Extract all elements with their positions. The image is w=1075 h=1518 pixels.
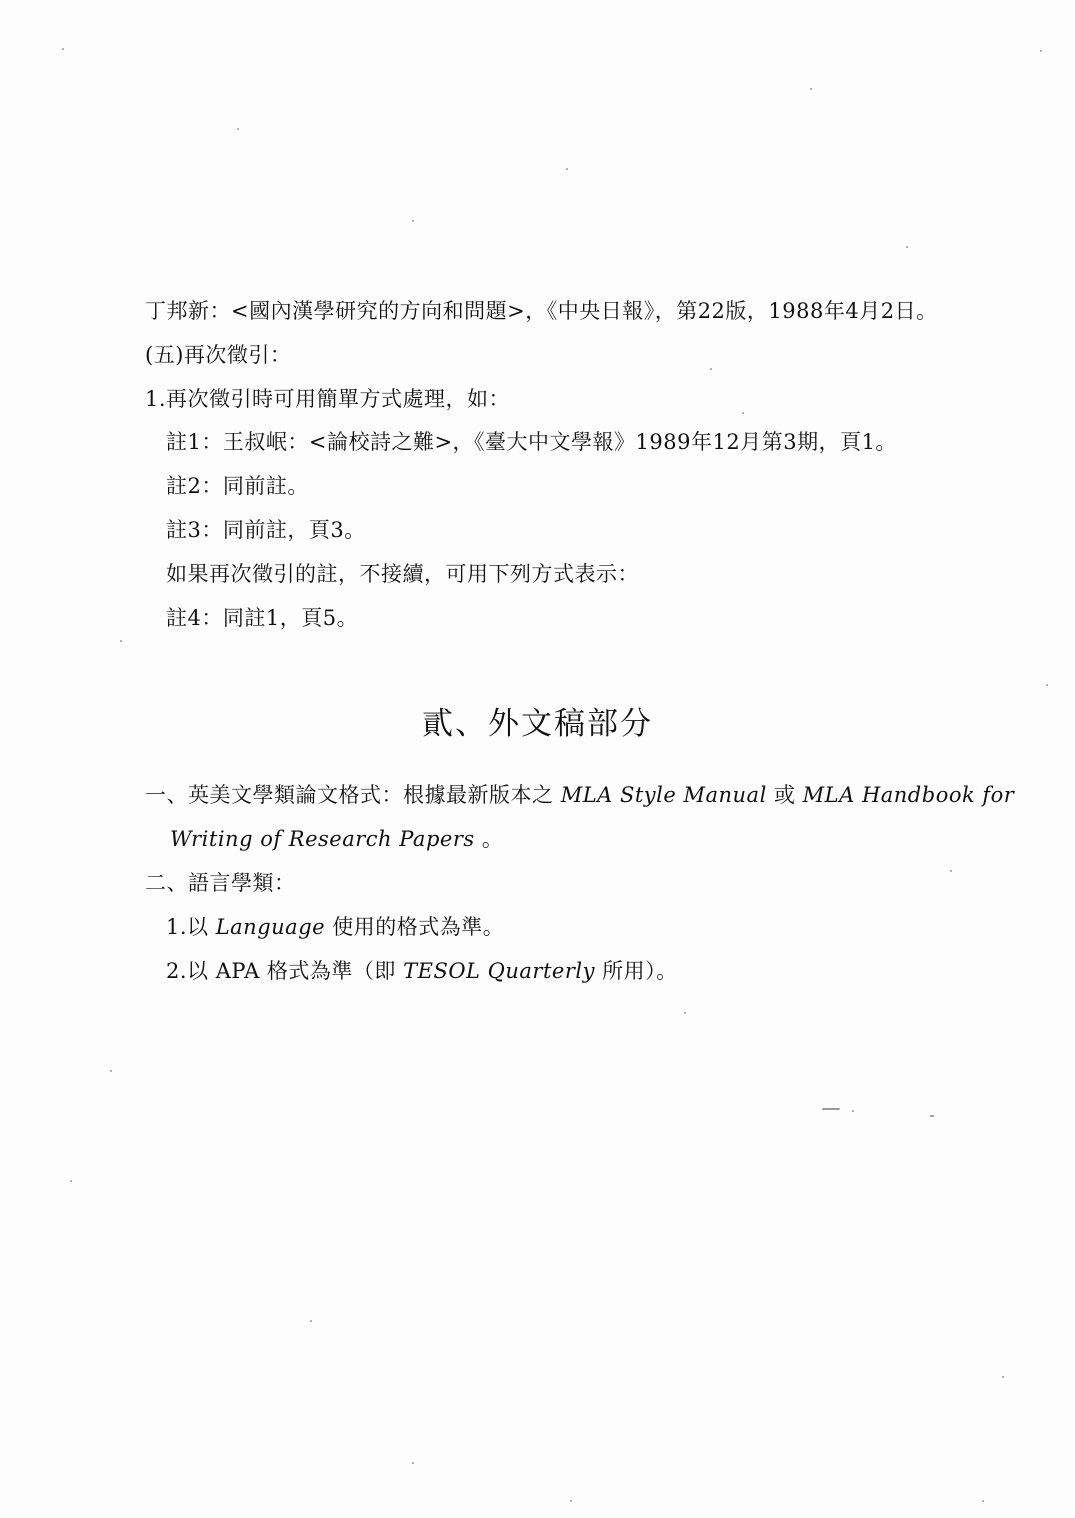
item-literature-format: [145, 780, 1014, 810]
scan-speck: [906, 246, 908, 248]
scan-speck: [70, 1180, 72, 1182]
linguistics-rule-2-prefix: 2.以 APA 格式為準（即: [166, 959, 404, 983]
mla-style-manual-title: MLA Style Manual: [560, 783, 767, 807]
scan-speck: [1046, 684, 1048, 686]
scan-speck: [982, 1500, 984, 1502]
reference-ding: 丁邦新：<國內漢學研究的方向和問題>，《中央日報》，第22版，1988年4月2日。: [145, 299, 938, 323]
item-literature-connector: 或: [766, 783, 803, 807]
language-journal-title: Language: [215, 915, 326, 939]
scan-speck: [110, 1070, 112, 1072]
scan-speck: [710, 368, 712, 370]
subsection-heading: (五)再次徵引：: [145, 343, 292, 367]
tesol-quarterly-title: TESOL Quarterly: [403, 959, 595, 983]
footnote-example-1: 註1：王叔岷：<論校詩之難>，《臺大中文學報》1989年12月第3期，頁1。: [166, 430, 897, 454]
scan-speck: [412, 1462, 414, 1464]
scan-speck: [566, 168, 568, 170]
footnote-example-2: 註2：同前註。: [166, 474, 309, 498]
linguistics-rule-1-prefix: 1.以: [166, 915, 216, 939]
item-linguistics-heading: 二、語言學類：: [145, 871, 296, 895]
footnote-example-4: 註4：同註1，頁5。: [166, 606, 359, 630]
linguistics-rule-1-suffix: 使用的格式為準。: [325, 915, 505, 939]
scan-speck: [1002, 1376, 1004, 1378]
item-literature-continuation: [170, 824, 503, 854]
item-literature-prefix: 一、英美文學類論文格式：根據最新版本之: [145, 783, 561, 807]
scan-speck: [310, 1320, 312, 1322]
linguistics-rule-1: [166, 912, 504, 942]
scan-speck: [412, 220, 414, 222]
footnote-example-3: 註3：同前註，頁3。: [166, 518, 366, 542]
non-consecutive-rule: 如果再次徵引的註，不接續，可用下列方式表示：: [166, 562, 639, 586]
scan-speck: [684, 1012, 686, 1014]
scan-speck: [62, 48, 64, 50]
scan-speck: [742, 412, 744, 414]
scan-speck: [120, 640, 122, 642]
scan-speck: [570, 1500, 572, 1502]
mla-handbook-title: MLA Handbook for: [802, 783, 1015, 807]
scan-speck: [950, 870, 952, 872]
scan-speck: [810, 88, 812, 90]
scan-speck: [930, 1115, 934, 1117]
section-title-foreign-manuscripts: 貳、外文稿部分: [422, 706, 653, 742]
scan-speck: [852, 1110, 854, 1112]
mla-handbook-title-continued: Writing of Research Papers: [170, 827, 475, 851]
scan-speck: [822, 1108, 840, 1110]
scan-speck: [1040, 50, 1042, 52]
linguistics-rule-2-suffix: 所用）。: [594, 959, 678, 983]
item-literature-end: 。: [474, 827, 504, 851]
linguistics-rule-2: [166, 956, 678, 986]
rule-item-1: 1.再次徵引時可用簡單方式處理，如：: [145, 387, 511, 411]
scan-speck: [237, 128, 239, 130]
